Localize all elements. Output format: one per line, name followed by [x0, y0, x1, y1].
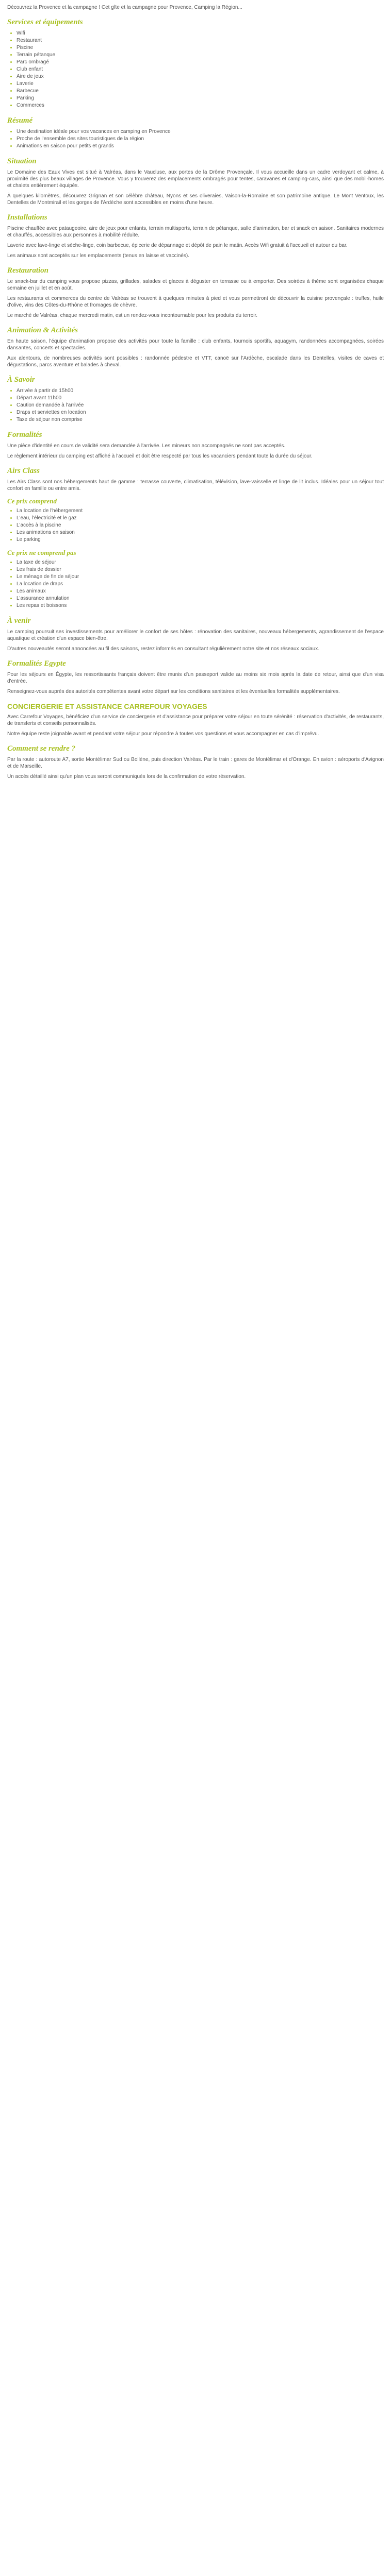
- list-item: • Piscine: [17, 44, 384, 52]
- list-item: • Les repas et boissons: [17, 602, 384, 609]
- a-venir-heading: À venir: [7, 617, 31, 625]
- list-item: • Laverie: [17, 80, 384, 88]
- paragraph: Notre équipe reste joignable avant et pendant votre séjour pour répondre à toutes vos questions et vous accompagner en cas d'imprévu.: [7, 731, 319, 737]
- conciergerie-heading: CONCIERGERIE ET ASSISTANCE CARREFOUR VOYAGES: [7, 702, 207, 710]
- list-item: • La taxe de séjour: [17, 559, 384, 566]
- resume-list: [7, 128, 384, 150]
- list-item: • Taxe de séjour non comprise: [17, 416, 384, 423]
- list-item: • Aire de jeux: [17, 73, 384, 80]
- list-item: • Club enfant: [17, 66, 384, 73]
- services-list: [7, 30, 384, 109]
- list-item: • Le parking: [17, 536, 384, 544]
- paragraph: Par la route : autoroute A7, sortie Montélimar Sud ou Bollène, puis direction Valréas. Par le train : gares de Montélimar et d'Orange. En avion : aéroports d'Avignon et de Marseille.: [7, 757, 384, 769]
- paragraph: Le marché de Valréas, chaque mercredi matin, est un rendez-vous incontournable pour les produits du terroir.: [7, 313, 258, 318]
- restauration-heading: Restauration: [7, 266, 49, 275]
- paragraph: Un accès détaillé ainsi qu'un plan vous seront communiqués lors de la confirmation de votre réservation.: [7, 774, 246, 779]
- paragraph: Avec Carrefour Voyages, bénéficiez d'un service de conciergerie et d'assistance pour préparer votre séjour en toute sérénité : réservation d'activités, de restaurants, de transferts et conseils personnalisés.: [7, 714, 384, 726]
- paragraph: Le snack-bar du camping vous propose pizzas, grillades, salades et glaces à déguster en terrasse ou à emporter. Des soirées à thème sont organisées chaque semaine en juillet et en août.: [7, 279, 384, 291]
- paragraph: Le règlement intérieur du camping est affiché à l'accueil et doit être respecté par tous les vacanciers pendant toute la durée du séjour.: [7, 453, 313, 459]
- paragraph: Les Airs Class sont nos hébergements haut de gamme : terrasse couverte, climatisation, télévision, lave-vaisselle et linge de lit inclus. Idéales pour un séjour tout confort en famille ou entre amis.: [7, 479, 384, 492]
- paragraph: Les animaux sont acceptés sur les emplacements (tenus en laisse et vaccinés).: [7, 253, 189, 259]
- paragraph: En haute saison, l'équipe d'animation propose des activités pour toute la famille : club enfants, tournois sportifs, aquagym, randonnées accompagnées, soirées dansantes, concerts et spectacles.: [7, 338, 384, 351]
- list-item: • Parking: [17, 95, 384, 102]
- list-item: • Proche de l'ensemble des sites touristiques de la région: [17, 135, 384, 143]
- installations-heading: Installations: [7, 213, 47, 222]
- list-item: • Commerces: [17, 102, 384, 109]
- paragraph: Le camping poursuit ses investissements pour améliorer le confort de ses hôtes : rénovation des sanitaires, nouveaux hébergements, agrandissement de l'espace aquatique et création d'un espace bien-être.: [7, 629, 384, 641]
- resume-heading: Résumé: [7, 116, 33, 125]
- services-heading: Services et équipements: [7, 18, 83, 26]
- price-includes-heading: Ce prix comprend: [7, 497, 57, 505]
- list-item: • Une destination idéale pour vos vacances en camping en Provence: [17, 128, 384, 135]
- price-excludes-heading: Ce prix ne comprend pas: [7, 549, 76, 556]
- paragraph: Laverie avec lave-linge et sèche-linge, coin barbecue, épicerie de dépannage et dépôt de pain le matin. Accès Wifi gratuit à l'accueil et autour du bar.: [7, 243, 348, 248]
- paragraph: Aux alentours, de nombreuses activités sont possibles : randonnée pédestre et VTT, canoë sur l'Ardèche, escalade dans les Dentelles, visites de caves et dégustations, parcs aventure et balades à cheval.: [7, 355, 384, 368]
- page: [0, 0, 391, 794]
- list-item: • Parc ombragé: [17, 59, 384, 66]
- list-item: • Les animations en saison: [17, 529, 384, 536]
- a-savoir-heading: À Savoir: [7, 376, 35, 384]
- formalites-heading: Formalités: [7, 431, 42, 439]
- paragraph: Le Domaine des Eaux Vives est situé à Valréas, dans le Vaucluse, aux portes de la Drôme Provençale. Il vous accueille dans un cadre verdoyant et calme, à proximité des plus beaux villages de Provence. Vous y trouverez des emplacements ombragés pour tentes, caravanes et camping-cars, ainsi que des mobil-homes et chalets entièrement équipés.: [7, 170, 384, 189]
- list-item: • L'accès à la piscine: [17, 522, 384, 529]
- comment-se-rendre-heading: Comment se rendre ?: [7, 744, 76, 753]
- list-item: • L'eau, l'électricité et le gaz: [17, 515, 384, 522]
- paragraph: Renseignez-vous auprès des autorités compétentes avant votre départ sur les conditions sanitaires et les éventuelles formalités supplémentaires.: [7, 689, 340, 694]
- price-includes-list: [7, 507, 384, 544]
- formalites-egypte-heading: Formalités Egypte: [7, 659, 66, 668]
- airs-class-heading: Airs Class: [7, 467, 40, 475]
- list-item: • Restaurant: [17, 37, 384, 44]
- animation-heading: Animation & Activités: [7, 326, 78, 334]
- paragraph: Les restaurants et commerces du centre de Valréas se trouvent à quelques minutes à pied et vous permettront de découvrir la cuisine provençale : truffes, huile d'olive, vins des Côtes-du-Rhône et fromages de chèvre.: [7, 296, 384, 308]
- paragraph: À quelques kilomètres, découvrez Grignan et son célèbre château, Nyons et ses oliveraies, Vaison-la-Romaine et son patrimoine antique. Le Mont Ventoux, les Dentelles de Montmirail et les gorges de l'Ardèche sont accessibles en moins d'une heure.: [7, 193, 384, 206]
- list-item: • Les frais de dossier: [17, 566, 384, 573]
- list-item: • Les animaux: [17, 588, 384, 595]
- list-item: • Arrivée à partir de 15h00: [17, 387, 384, 395]
- paragraph: D'autres nouveautés seront annoncées au fil des saisons, restez informés en consultant régulièrement notre site et nos réseaux sociaux.: [7, 646, 320, 652]
- paragraph: Pour les séjours en Égypte, les ressortissants français doivent être munis d'un passeport valide au moins six mois après la date de retour, ainsi que d'un visa d'entrée.: [7, 672, 384, 684]
- list-item: • Caution demandée à l'arrivée: [17, 402, 384, 409]
- paragraph: Piscine chauffée avec pataugeoire, aire de jeux pour enfants, terrain multisports, terrain de pétanque, salle d'animation, bar et snack en saison. Sanitaires modernes et chauffés, accessibles aux personnes à mobilité réduite.: [7, 226, 384, 238]
- list-item: • Barbecue: [17, 88, 384, 95]
- list-item: • Animations en saison pour petits et grands: [17, 143, 384, 150]
- situation-heading: Situation: [7, 157, 37, 165]
- intro-text: Découvrez la Provence et la campagne ! Cet gîte et la campagne pour Provence, Camping la Région...: [7, 5, 242, 10]
- list-item: • Wifi: [17, 30, 384, 37]
- list-item: • La location de l'hébergement: [17, 507, 384, 515]
- list-item: • L'assurance annulation: [17, 595, 384, 602]
- list-item: • La location de draps: [17, 581, 384, 588]
- list-item: • Départ avant 11h00: [17, 395, 384, 402]
- price-excludes-list: [7, 559, 384, 609]
- a-savoir-list: [7, 387, 384, 423]
- list-item: • Terrain pétanque: [17, 52, 384, 59]
- paragraph: Une pièce d'identité en cours de validité sera demandée à l'arrivée. Les mineurs non accompagnés ne sont pas acceptés.: [7, 443, 286, 449]
- list-item: • Le ménage de fin de séjour: [17, 573, 384, 581]
- list-item: • Draps et serviettes en location: [17, 409, 384, 416]
